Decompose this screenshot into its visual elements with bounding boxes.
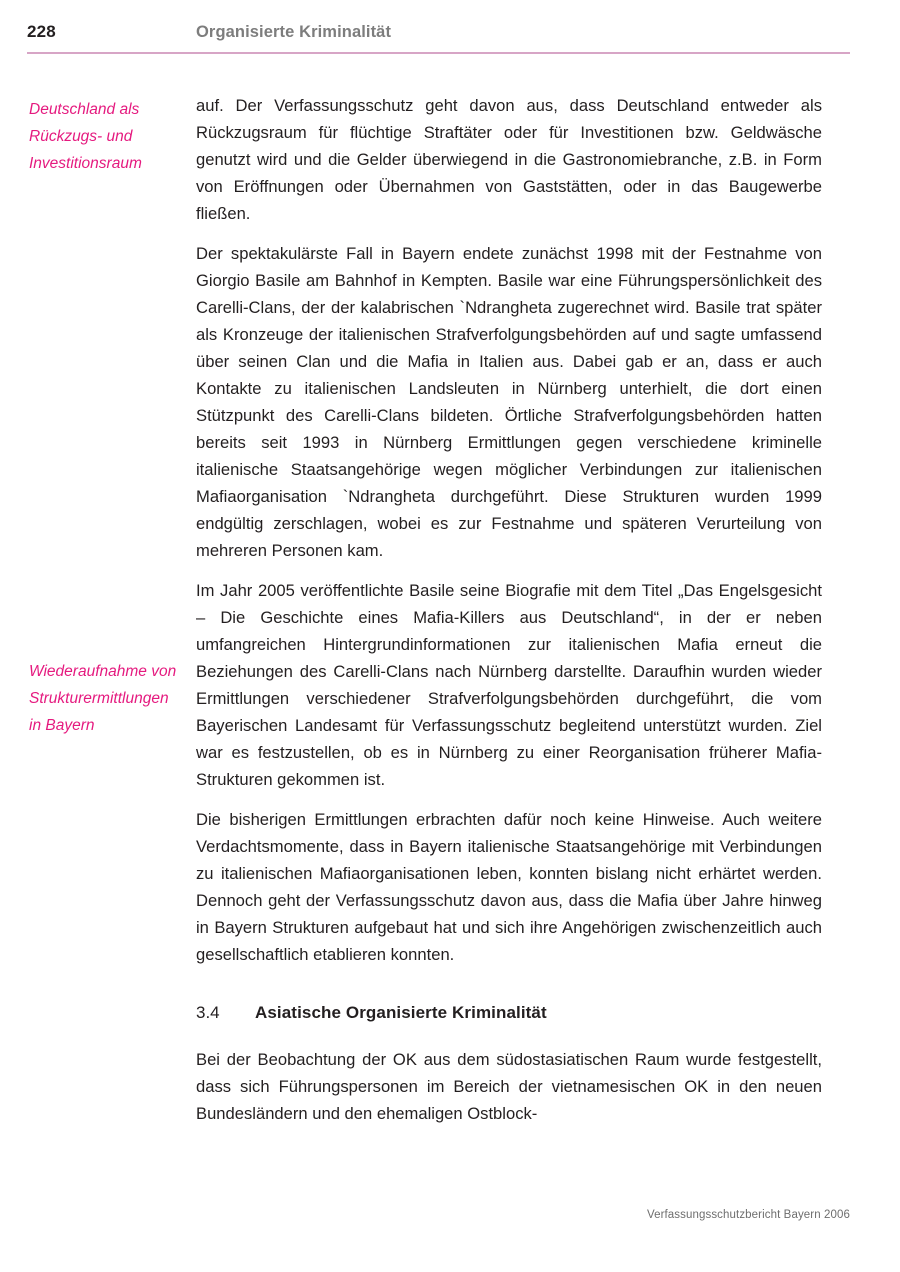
page-footer: Verfassungsschutzbericht Bayern 2006: [646, 1209, 850, 1221]
section-number: 3.4: [196, 1003, 220, 1022]
content-block-2: [0, 577, 900, 968]
paragraph-4: Die bisherigen Ermittlungen erbrachten dafür noch keine Hinweise. Auch weitere Verdachtsmomente, dass in Bayern italienische Staatsangehörige mit Verbindungen zu italienischen Mafiaorganisationen leben, konnten bislang nicht erhärtet werden. Dennoch geht der Verfassungsschutz davon aus, dass die Mafia über Jahre hinweg in Bayern Strukturen aufgebaut hat und sich ihre Angehörigen zwischenzeitlich auch gesellschaftlich etablieren konnten.: [196, 810, 822, 964]
content-block-3: [0, 968, 900, 1127]
heading-spacer-bottom: [196, 1026, 822, 1046]
running-head: [27, 22, 850, 52]
header-divider-rule: [27, 52, 850, 54]
text-column-1: [196, 92, 822, 564]
section-heading-3-4: [196, 999, 822, 1026]
content-block-1: [0, 92, 900, 564]
section-title: Asiatische Organisierte Kriminalität: [255, 1003, 547, 1022]
text-column-3: [196, 968, 822, 1127]
paragraph-3: Im Jahr 2005 veröffentlichte Basile seine Biografie mit dem Titel „Das Engelsgesicht – Die Geschichte eines Mafia-Killers aus Deutschland“, in der er neben umfangreichen Hintergrundinformationen zur italienischen Mafia erneut die Beziehungen des Carelli-Clans nach Nürnberg darstellte. Daraufhin wurden wieder Ermittlungen verschiedener Strafverfolgungsbehörden durchgeführt, die vom Bayerischen Landesamt für Verfassungsschutz begleitend unterstützt wurden. Ziel war es festzustellen, ob es in Nürnberg zu einer Reorganisation früherer Mafia-Strukturen gekommen ist.: [196, 581, 822, 789]
page-content: [0, 92, 900, 1127]
paragraph-5: Bei der Beobachtung der OK aus dem südostasiatischen Raum wurde festgestellt, dass sich Führungspersonen im Bereich der vietnamesischen OK in den neuen Bundesländern und den ehemaligen Ostblock-: [196, 1050, 822, 1123]
margin-note-wiederaufnahme-strukturermittlungen: Wiederaufnahme von Strukturermittlungen in Bayern: [29, 663, 177, 734]
margin-note-deutschland-rueckzugsraum: Deutschland als Rückzugs- und Investitionsraum: [29, 101, 142, 172]
heading-spacer-top: [196, 968, 822, 999]
text-column-2: [196, 577, 822, 968]
page-number: 228: [27, 22, 56, 41]
running-head-title: Organisierte Kriminalität: [196, 23, 392, 41]
paragraph-2: Der spektakulärste Fall in Bayern endete zunächst 1998 mit der Festnahme von Giorgio Basile am Bahnhof in Kempten. Basile war eine Führungspersönlichkeit des Carelli-Clans, der der kalabrischen `Ndrangheta zugerechnet wird. Basile trat später als Kronzeuge der italienischen Strafverfolgungsbehörden auf und sagte umfassend über seinen Clan und die Mafia in Italien aus. Dabei gab er an, dass er auch Kontakte zu italienischen Landsleuten in Nürnberg unterhielt, die dort einen Stützpunkt des Carelli-Clans bildeten. Örtliche Strafverfolgungsbehörden hatten bereits seit 1993 in Nürnberg Ermittlungen gegen verschiedene kriminelle italienische Staatsangehörige wegen möglicher Verbindungen zur italienischen Mafiaorganisation `Ndrangheta durchgeführt. Diese Strukturen wurden 1999 endgültig zerschlagen, wobei es zur Festnahme und späteren Verurteilung von mehreren Personen kam.: [196, 244, 822, 560]
paragraph-1: auf. Der Verfassungsschutz geht davon aus, dass Deutschland entweder als Rückzugsraum für flüchtige Straftäter oder für Investitionen bzw. Geldwäsche genutzt wird und die Gelder überwiegend in die Gastronomiebranche, z.B. in Form von Eröffnungen oder Übernahmen von Gaststätten, oder in das Baugewerbe fließen.: [196, 96, 822, 223]
